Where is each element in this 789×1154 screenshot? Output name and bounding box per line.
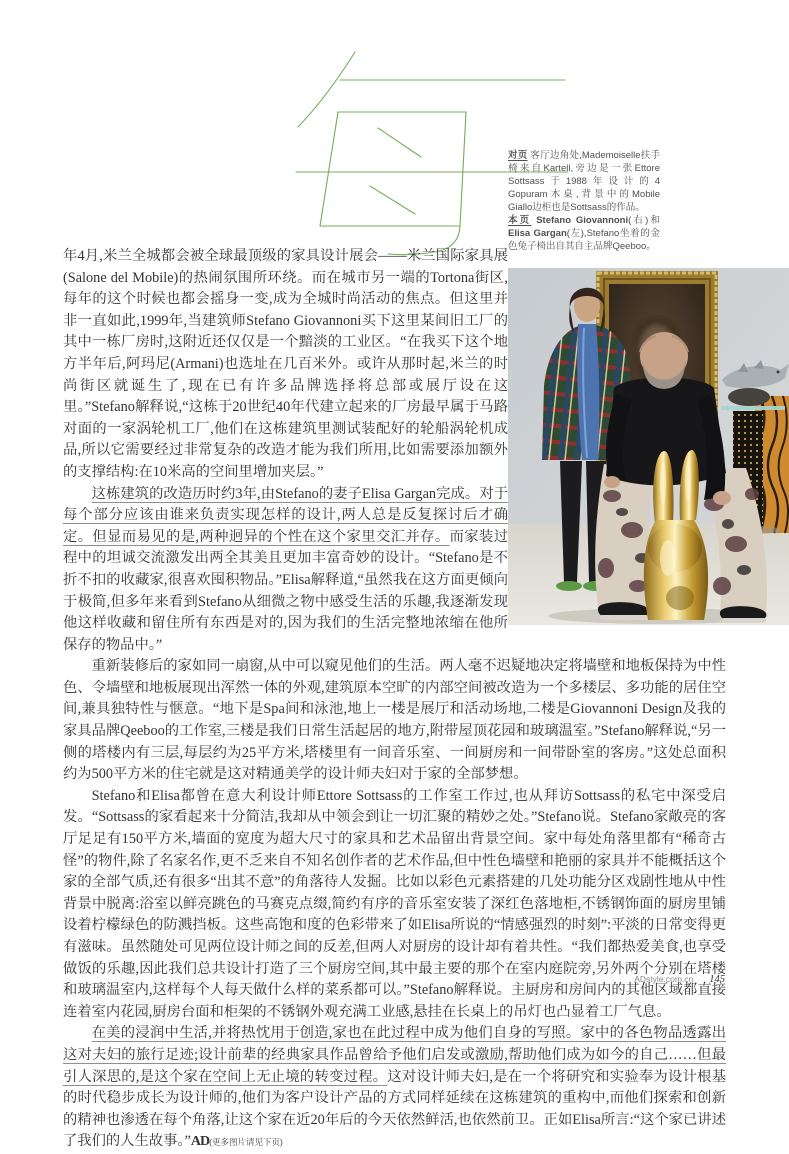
photo-spacer [508, 246, 726, 639]
caption-this-text: (左),Stefano坐着的金色兔子椅出自其自主品牌Qeeboo。 [508, 228, 660, 252]
photo-caption [508, 149, 660, 253]
paragraph-4-text: Stefano和Elisa都曾在意大利设计师Ettore Sottsass的工作室工作过,也从拜访Sottsass的私宅中深受启发。“Sottsass的家看起来十分简洁,我却从中领会到让一切汇聚的精妙之处。”Stefano说。Stefano家敞亮的客厅足足有150平方米,墙面的宽度为超大尺寸的家具和艺术品留出背景空间。家中每处角落里都有“稀奇古怪”的物件,除了名家名作,更不乏来自不知名创作者的艺术作品,但中性色墙壁和艳丽的家具并不能概括这个家的全部气质,还有很多“出其不意”的角落待人发掘。比如以彩色元素搭建的几处功能分区戏剧性地从中性背景中脱离:浴室以鲜亮跳色的马赛克点缀,简约有序的音乐室安装了深红色落地柜,不锈钢饰面的厨房里铺设着柠檬绿色的防溅挡板。这些高饱和度的色彩带来了如Elisa所说的“情感强烈的时刻”:平淡的日常变得更有滋味。虽然随处可见两位设计师之间的反差,但两人对厨房的设计却有着共性。“我们都热爱美食,也享受做饭的乐趣,因此我们总共设计打造了三个厨房空间,其中最主要的那个在室内庭院旁,另外两个分别在塔楼和玻璃温室内,这样每个人每天做什么样的菜系都可以。”Stefano解释说。主厨房和房间内的其他区域都直接连着室内花园,厨房台面和柜架的不锈钢外观充满工业感,悬挂在长桌上的吊灯也凸显着工厂气息。 [63, 787, 726, 1020]
article-body [63, 246, 726, 1154]
more-photos-note: (更多图片请见下页) [209, 1137, 283, 1148]
page-footer [63, 969, 725, 987]
footer-url: ADstyle.com.cn [634, 974, 694, 984]
caption-label-this: 本页 [508, 215, 532, 226]
caption-opposite-page [508, 149, 660, 214]
ad-logo: AD [190, 1134, 210, 1150]
paragraph-3-text: 重新装修后的家如同一扇窗,从中可以窥见他们的生活。两人毫不迟疑地决定将墙壁和地板保持为中性色、令墙壁和地板展现出浑然一体的外观,建筑原本空旷的内部空间被改造为一个多楼层、多功能的居住空间,兼具独特性与惬意。“地下是Spa间和泳池,地上一楼是展厅和活动场地,二楼是Giovannoni Design及我的家具品牌Qeeboo的工作室,三楼是我们日常生活起居的地方,附带屋顶花园和玻璃温室。”Stefano解释说,“另一侧的塔楼内有三层,每层约为25平方米,塔楼里有一间音乐室、一间厨房和一间带卧室的客房。”这处总面积约为500平方米的住宅就是这对精通美学的设计师夫妇对于家的全部梦想。 [63, 658, 726, 783]
caption-opposite-text: 客厅边角处,Mademoiselle扶手椅来自Kartell,旁边是一张Ettore Sottsass于1988年设计的4 Gopuram木桌,背景中的Mobile Giallo边柜也是Sottsass的作品。 [508, 150, 660, 213]
paragraph-5-text: 这对设计师夫妇,是在一个将研究和实验奉为设计根基的时代稳步成长为设计师的,他们为客户设计产品的方式同样延续在这栋建筑的重构中,而他们探索和创新的精神也渗透在每个角落,让这个家在近20年后的今天依然鲜活,也依然前卫。正如Elisa所言:“这个家已讲述了我们的人生故事。” [63, 1068, 727, 1150]
footer-page-number: 145 [709, 974, 725, 985]
caption-label-opposite: 对页 [508, 150, 528, 161]
article-paragraph-5 [63, 1023, 726, 1154]
paragraph-1-text: 年4月,米兰全城都会被全球最顶级的家具设计展会——米兰国际家具展(Salone del Mobile)的热闹氛围所环绕。而在城市另一端的Tortona街区,每年的这个时候也都会摇身一变,成为全城时尚活动的焦点。但这里并非一直如此,1999年,当建筑师Stefano Giovannoni买下这里某间旧工厂的其中一栋厂房时,这附近还仅仅是一个黯淡的工业区。“在我买下这个地方半年后,阿玛尼(Armani)也选址在几百米外。或许从那时起,米兰的时尚街区就诞生了,现在已有许多品牌选择将总部或展厅设在这里。”Stefano解释说,“这栋于20世纪40年代建立起来的厂房最早属于马路对面的一家涡轮机工厂,他们在这栋建筑里测试装配好的轮船涡轮机成品,所以它需要经过非常复杂的改造才能为我们所用,比如需要添加额外的支撑结构:在10米高的空间里增加夹层。” [63, 248, 508, 480]
paragraph-2-text: 而家装过程中的坦诚交流激发出两全其美且更加丰富奇妙的设计。“Stefano是不折不扣的收藏家,很喜欢囤积物品。”Elisa解释道,“虽然我在这方面更倾向于极简,但多年来看到Stefano从细微之物中感受生活的乐趣,我逐渐发现他这样收藏和留住所有东西是对的,因为我们的生活完整地浓缩在他所保存的物品中。” [63, 528, 509, 653]
article-paragraph-4 [63, 786, 726, 1024]
caption-name-elisa: Elisa Gargan [508, 228, 567, 239]
paragraph-5-underlined: 在美的浸润中生活,并将热忱用于创造,家也在此过程中成为他们自身的写照。家中的各色物品透露出这对夫妇的旅行足迹;设计前辈的经典家具作品曾给予他们启发或激励,帮助他们成为如今的自己……但最引人深思的,是这个家在空间上无止境的转变过程。 [63, 1025, 726, 1085]
paragraph-2-underlined: 这栋建筑的改造历时约3年,由Stefano的妻子Elisa Gargan完成。对于每个部分应该由谁来负责实现怎样的设计,两人总是反复探讨后才确定。但显而易见的是,两种迥异的个性在这个家里交汇并存。 [63, 485, 508, 545]
caption-name-stefano: Stefano Giovannoni [536, 215, 629, 226]
caption-mid-text: (右)和 [628, 215, 661, 226]
article-paragraph-3 [63, 656, 726, 786]
